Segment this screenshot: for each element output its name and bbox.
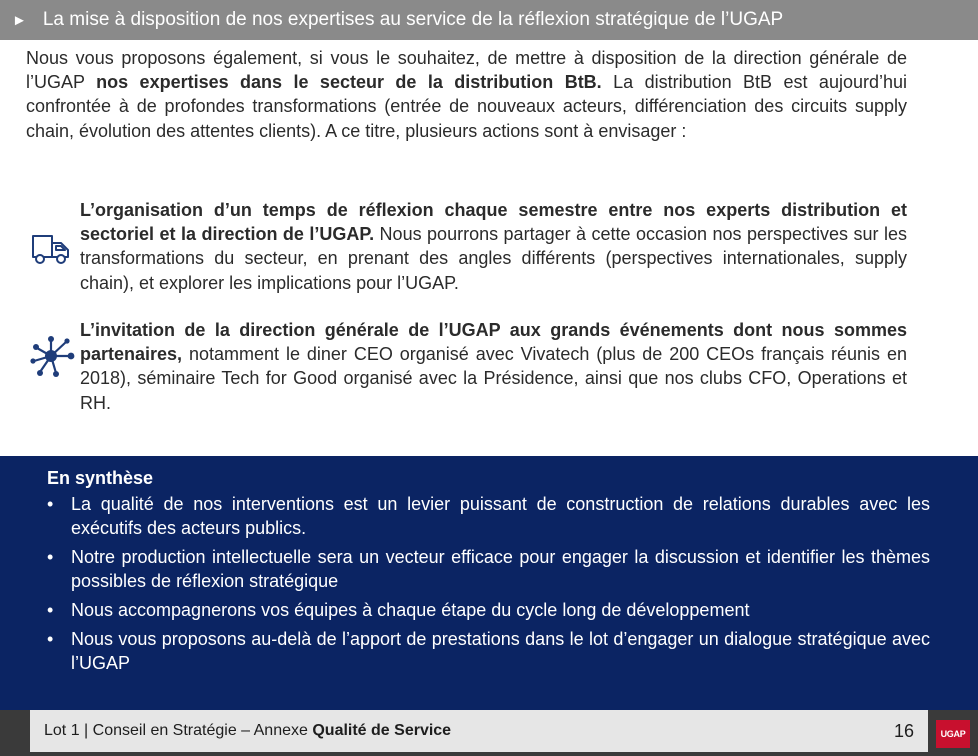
slide-title: La mise à disposition de nos expertises au service de la réflexion stratégique de l’UGAP bbox=[42, 9, 784, 30]
footer-bar bbox=[30, 710, 928, 752]
ugap-logo: UGAP bbox=[936, 720, 970, 748]
synthesis-box bbox=[0, 456, 978, 710]
intro-paragraph bbox=[26, 46, 907, 143]
truck-icon bbox=[30, 230, 72, 266]
footer-prefix: Lot 1 | Conseil en Stratégie – Annexe bbox=[44, 722, 313, 739]
bullet-icon: • bbox=[47, 494, 54, 514]
action-item-bold: L’invitation de la direction générale de l’UGAP aux grands événements dont nous sommes partenaires, bbox=[80, 320, 907, 365]
synthesis-title: En synthèse bbox=[47, 468, 154, 488]
synthesis-point bbox=[47, 545, 930, 593]
bullet-icon: • bbox=[47, 629, 54, 649]
synthesis-point-text: Nous accompagnerons vos équipes à chaque étape du cycle long de développement bbox=[71, 600, 750, 620]
slide-footer bbox=[0, 710, 978, 756]
synthesis-point bbox=[47, 627, 930, 675]
footer-bottom-line bbox=[30, 752, 928, 756]
intro-text-2: La distribution BtB est aujourd’hui confrontée à de profondes transformations (entrée de nouveaux acteurs, différenciation des circuits supply chain, évolution des attentes clients). A ce titre, plusieurs actions sont à envisager : bbox=[26, 72, 907, 141]
synthesis-point-text: La qualité de nos interventions est un levier puissant de construction de relations durables avec les exécutifs des acteurs publics. bbox=[71, 494, 930, 538]
intro-text-1: Nous vous proposons également, si vous le souhaitez, de mettre à disposition de la direction générale de l’UGAP bbox=[26, 48, 907, 93]
bullet-icon: • bbox=[47, 547, 54, 567]
footer-bold: Qualité de Service bbox=[312, 722, 452, 739]
synthesis-point-text: Notre production intellectuelle sera un vecteur efficace pour engager la discussion et identifier les thèmes possibles de réflexion stratégique bbox=[71, 547, 930, 591]
intro-bold: nos expertises dans le secteur de la distribution BtB. bbox=[96, 72, 602, 93]
synthesis-list bbox=[47, 492, 930, 675]
network-icon bbox=[30, 334, 76, 380]
slide-header bbox=[0, 0, 978, 40]
synthesis-point bbox=[47, 598, 930, 622]
synthesis-point-text: Nous vous proposons au-delà de l’apport de prestations dans le lot d’engager un dialogue stratégique avec l’UGAP bbox=[71, 629, 930, 673]
action-item-text: Nous pourrons partager à cette occasion nos perspectives sur les transformations du secteur, en prenant des angles différents (perspectives internationales, supply chain), et explorer les implications pour l’UGAP. bbox=[80, 224, 908, 293]
action-item-text: notamment le diner CEO organisé avec Vivatech (plus de 200 CEOs français réunis en 2018), séminaire Tech for Good organisé avec la Présidence, ainsi que nos clubs CFO, Operations et RH. bbox=[80, 344, 907, 413]
page-number: 16 bbox=[893, 720, 914, 741]
action-item-events bbox=[80, 318, 907, 415]
synthesis-point bbox=[47, 492, 930, 540]
header-marker: ► bbox=[12, 11, 27, 29]
bullet-icon: • bbox=[47, 600, 54, 620]
footer-left-block bbox=[0, 710, 30, 756]
action-item-bold: L’organisation d’un temps de réflexion chaque semestre entre nos experts distribution et sectoriel et la direction de l’UGAP. bbox=[80, 200, 907, 245]
footer-caption bbox=[44, 722, 451, 740]
action-item-reflection bbox=[80, 198, 907, 295]
